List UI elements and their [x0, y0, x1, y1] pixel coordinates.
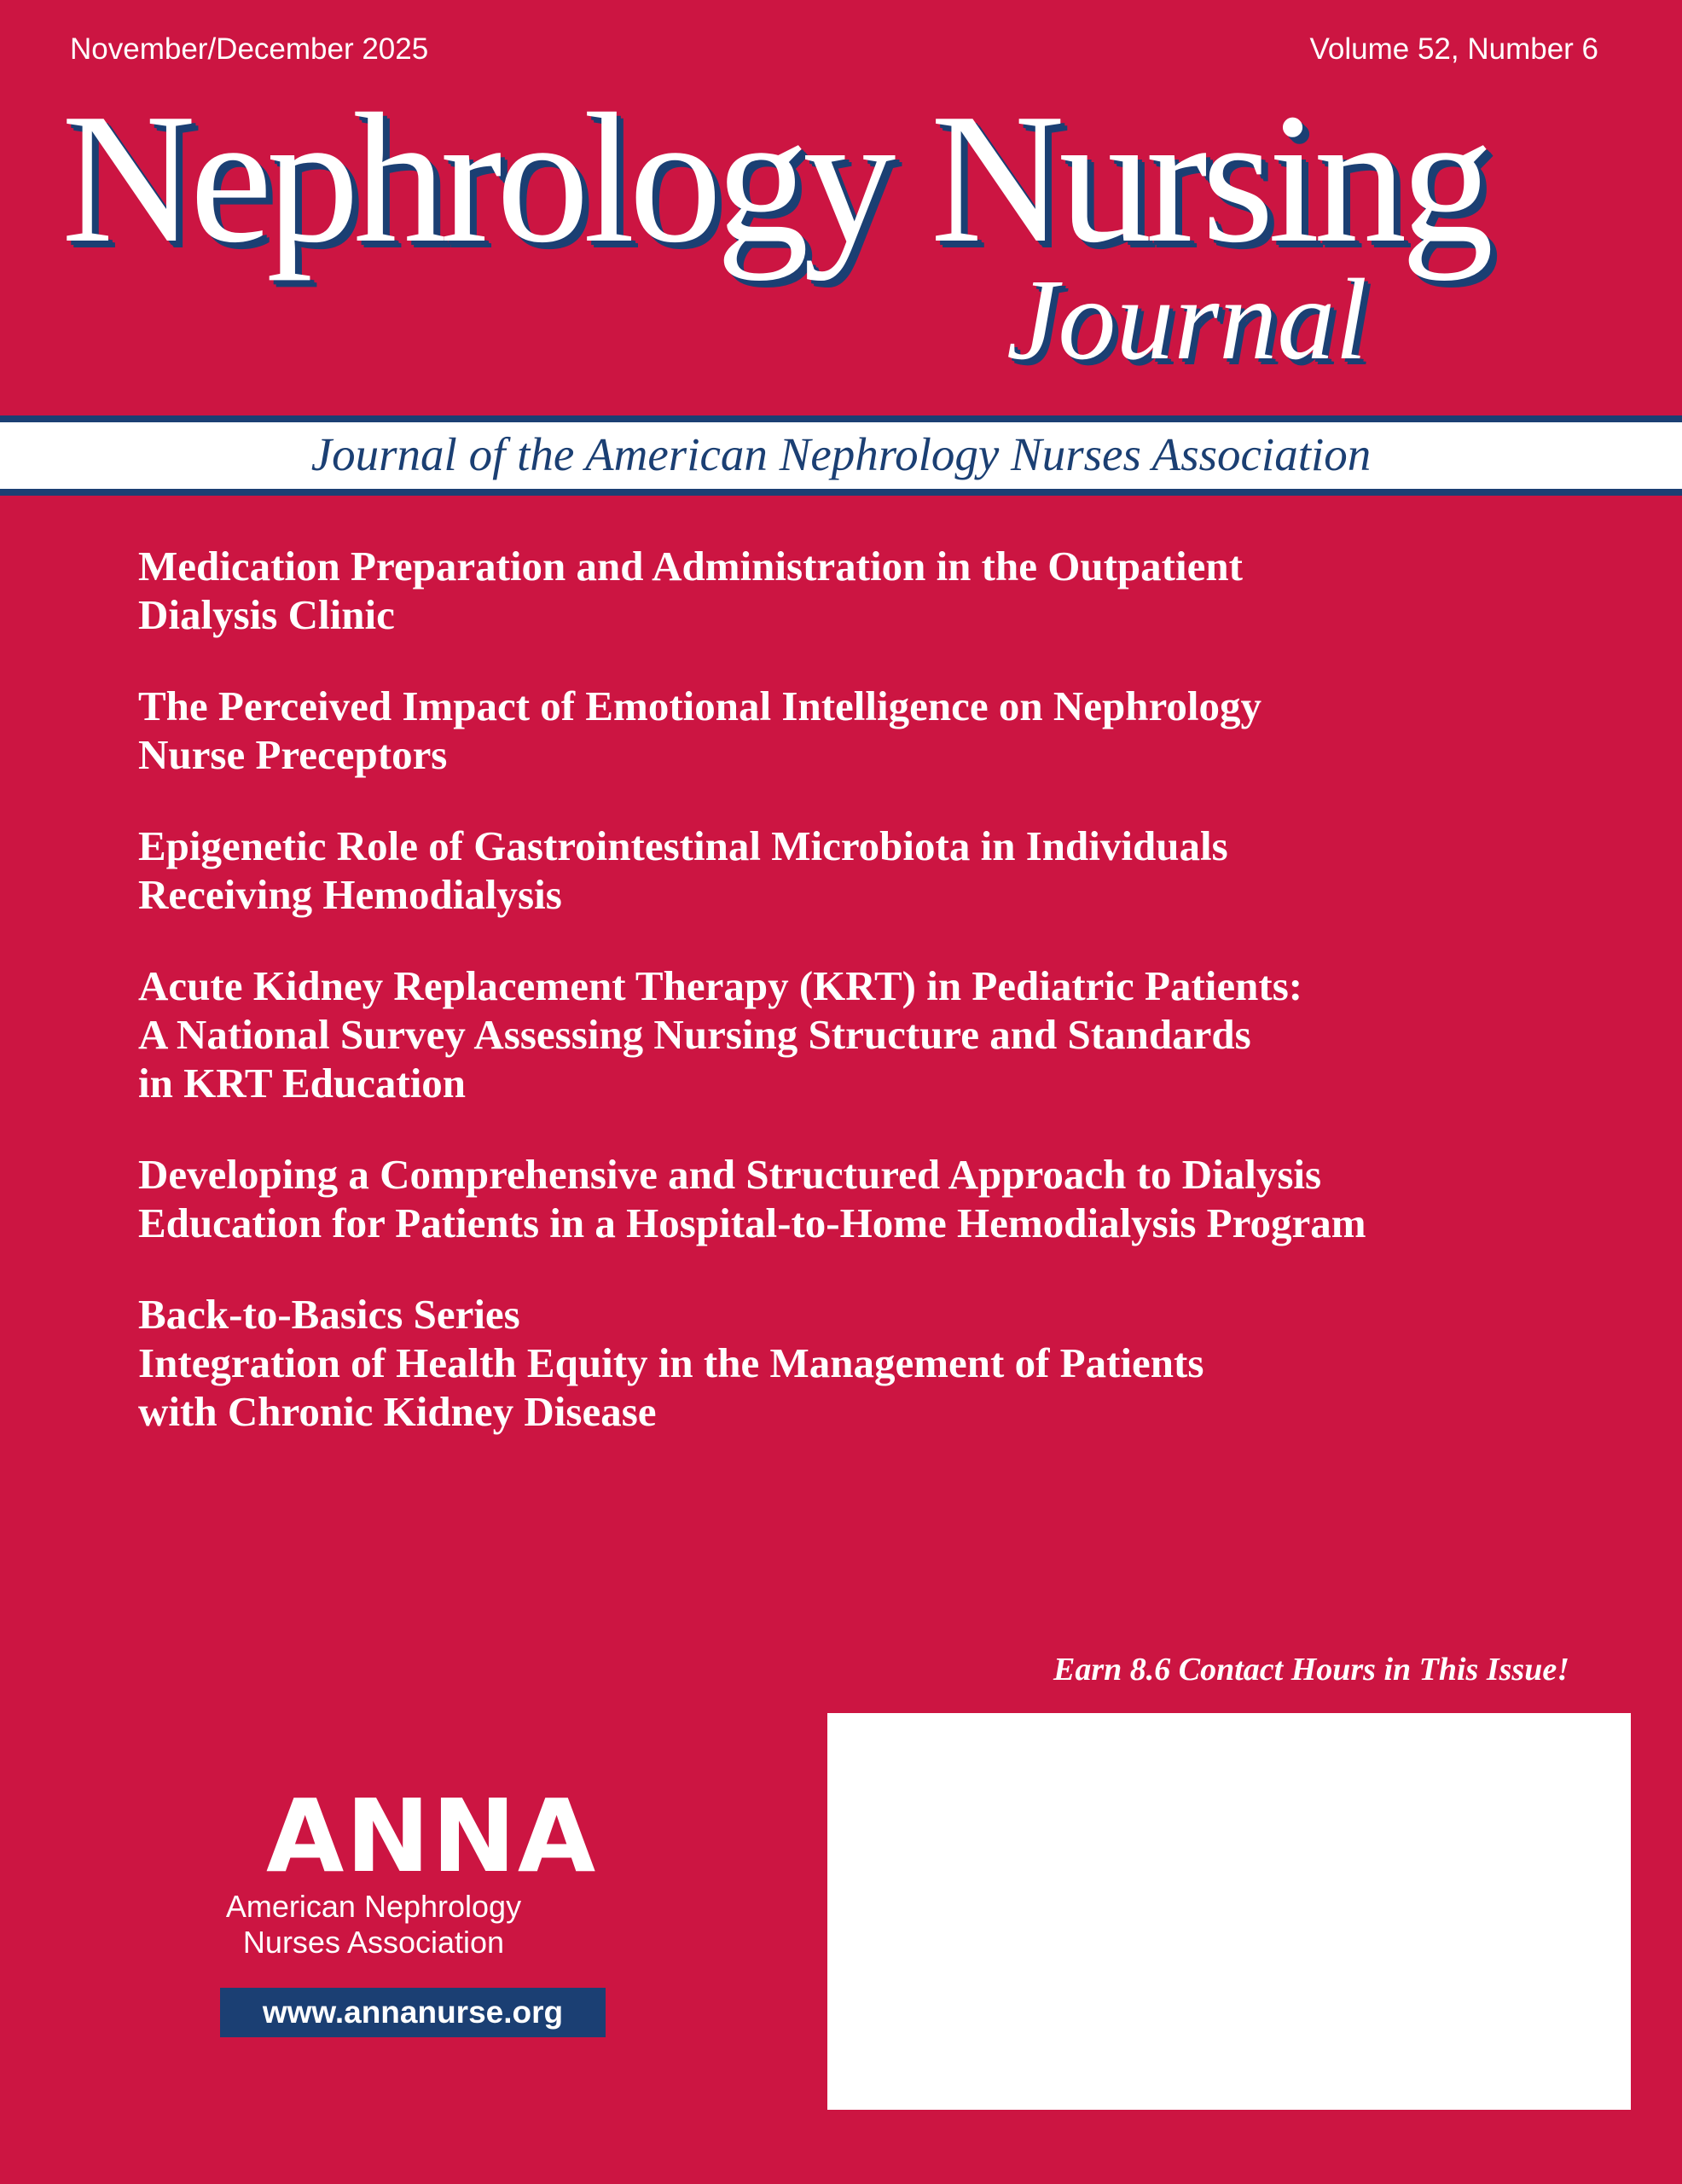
- volume-number: Volume 52, Number 6: [1309, 32, 1598, 66]
- tagline-band: [0, 415, 1682, 496]
- article-title: The Perceived Impact of Emotional Intelligence on Nephrology Nurse Preceptors: [138, 682, 1262, 778]
- masthead-title: Nephrology Nursing: [61, 76, 1488, 282]
- article-title: Epigenetic Role of Gastrointestinal Microbiota in Individuals Receiving Hemodialysis: [138, 822, 1228, 918]
- article-title: Back-to-Basics Series Integration of Health Equity in the Management of Patients with Chronic Kidney Disease: [138, 1291, 1204, 1435]
- article-title: Acute Kidney Replacement Therapy (KRT) in Pediatric Patients: A National Survey Assessing Nursing Structure and Standards in KRT Education: [138, 962, 1303, 1107]
- article-list: [138, 542, 1588, 1478]
- website-url[interactable]: www.annanurse.org: [220, 1988, 606, 2037]
- tagline: Journal of the American Nephrology Nurses Association: [310, 428, 1372, 480]
- mailing-label-area: [827, 1713, 1631, 2110]
- anna-logo-block: [220, 1777, 612, 1960]
- issue-date: November/December 2025: [70, 32, 429, 66]
- masthead-subtitle: Journal: [1006, 256, 1368, 384]
- article-title: Medication Preparation and Administration in the Outpatient Dialysis Clinic: [138, 543, 1243, 638]
- organization-name: American Nephrology Nurses Association: [225, 1889, 522, 1960]
- article-title: Developing a Comprehensive and Structured Approach to Dialysis Education for Patients in a Hospital-to-Home Hemodialysis Program: [138, 1151, 1366, 1246]
- contact-hours-promo: Earn 8.6 Contact Hours in This Issue!: [1053, 1652, 1569, 1687]
- anna-logo: ANNA: [266, 1777, 598, 1895]
